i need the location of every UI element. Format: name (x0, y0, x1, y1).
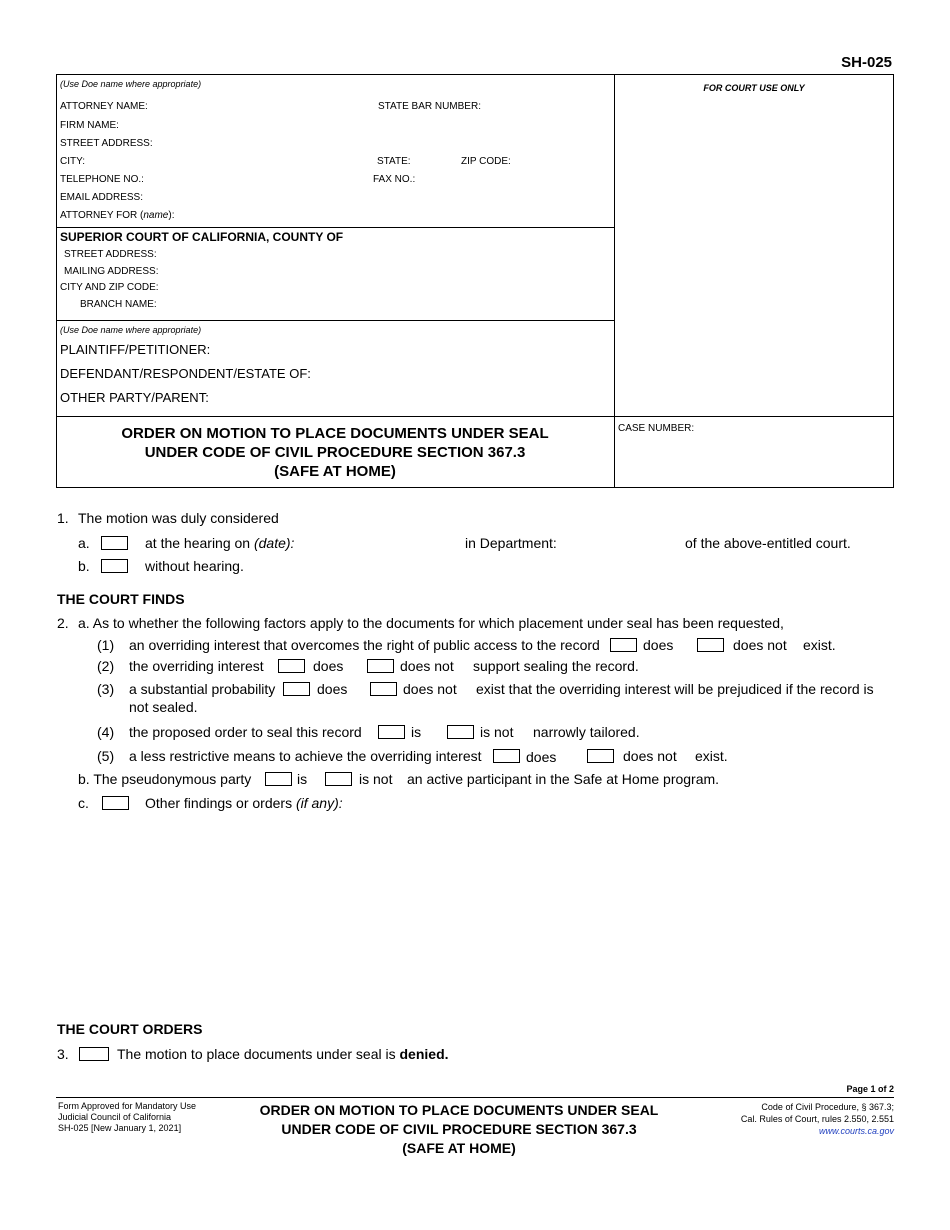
form-id: SH-025 (841, 54, 892, 71)
court-use-only: FOR COURT USE ONLY (703, 83, 805, 93)
court-mailing-label: MAILING ADDRESS: (64, 266, 159, 277)
fax-label: FAX NO.: (373, 174, 416, 185)
court-orders-heading: THE COURT ORDERS (57, 1021, 203, 1037)
attorney-for-label: ATTORNEY FOR (name): (60, 210, 175, 221)
doe-note-parties: (Use Doe name where appropriate) (60, 325, 202, 335)
factor1-end: exist. (803, 637, 836, 653)
factor5-does-checkbox[interactable] (493, 749, 520, 763)
state-bar-label: STATE BAR NUMBER: (378, 101, 481, 112)
factor2-end: support sealing the record. (473, 658, 639, 674)
email-label: EMAIL ADDRESS: (60, 192, 143, 203)
court-city-zip-label: CITY AND ZIP CODE: (60, 282, 159, 293)
factor4-is-not-checkbox[interactable] (447, 725, 474, 739)
item2b-is-not-checkbox[interactable] (325, 772, 352, 786)
court-street-label: STREET ADDRESS: (64, 249, 157, 260)
factor1-does-not-checkbox[interactable] (697, 638, 724, 652)
factor1-does-not-label: does not (733, 637, 787, 653)
item1-number: 1. (57, 510, 69, 526)
attorney-name-label: ATTORNEY NAME: (60, 101, 148, 112)
court-finds-heading: THE COURT FINDS (57, 591, 185, 607)
factor1-text: an overriding interest that overcomes the right of public access to the record (129, 637, 600, 653)
plaintiff-label: PLAINTIFF/PETITIONER: (60, 342, 211, 357)
item2b-text: b. The pseudonymous party (78, 771, 252, 787)
item2b-is-checkbox[interactable] (265, 772, 292, 786)
factor2-does-not-label: does not (400, 658, 454, 674)
firm-name-label: FIRM NAME: (60, 120, 119, 131)
case-number-label: CASE NUMBER: (618, 423, 695, 434)
item2b-is-not-label: is not (359, 771, 393, 787)
doe-note: (Use Doe name where appropriate) (60, 79, 202, 89)
factor2-does-label: does (313, 658, 344, 674)
footer-citations: Code of Civil Procedure, § 367.3; Cal. Rules of Court, rules 2.550, 2.551 www.courts.ca.gov (740, 1102, 894, 1136)
factor4-end: narrowly tailored. (533, 724, 640, 740)
item1-text: The motion was duly considered (78, 510, 279, 526)
form-title: ORDER ON MOTION TO PLACE DOCUMENTS UNDER SEAL UNDER CODE OF CIVIL PROCEDURE SECTION 367.3 (SAFE AT HOME) (121, 425, 549, 480)
footer-approval: Form Approved for Mandatory Use Judicial Council of California SH-025 [New January 1, 2021] (58, 1101, 197, 1133)
item2a-text: a. As to whether the following factors apply to the documents for which placement under seal has been requested, (78, 615, 784, 631)
state-label: STATE: (377, 156, 411, 167)
telephone-label: TELEPHONE NO.: (60, 174, 144, 185)
department-label: in Department: (465, 535, 557, 551)
item1b-text: without hearing. (145, 558, 244, 574)
other-party-label: OTHER PARTY/PARENT: (60, 390, 209, 405)
item2-number: 2. (57, 615, 69, 631)
factor1-does-label: does (643, 637, 674, 653)
factor5-number: (5) (97, 748, 115, 764)
footer-title: ORDER ON MOTION TO PLACE DOCUMENTS UNDER SEAL UNDER CODE OF CIVIL PROCEDURE SECTION 367.3 (SAFE AT HOME) (259, 1102, 659, 1156)
denied-checkbox[interactable] (79, 1047, 109, 1061)
factor5-text: a less restrictive means to achieve the overriding interest (129, 748, 482, 764)
hearing-checkbox[interactable] (101, 536, 128, 550)
factor2-number: (2) (97, 658, 115, 674)
item1a-text: at the hearing on (date): (145, 535, 295, 551)
street-address-label: STREET ADDRESS: (60, 138, 153, 149)
factor5-does-not-label: does not (623, 748, 677, 764)
factor4-is-not-label: is not (480, 724, 514, 740)
item2c-text: Other findings or orders (if any): (145, 795, 343, 811)
factor5-does-not-checkbox[interactable] (587, 749, 614, 763)
factor2-does-not-checkbox[interactable] (367, 659, 394, 673)
court-branch-label: BRANCH NAME: (80, 299, 157, 310)
page-number: Page 1 of 2 (846, 1084, 894, 1094)
above-entitled-court: of the above-entitled court. (685, 535, 851, 551)
factor3-number: (3) (97, 681, 115, 697)
factor5-end: exist. (695, 748, 728, 764)
without-hearing-checkbox[interactable] (101, 559, 128, 573)
factor1-number: (1) (97, 637, 115, 653)
factor2-does-checkbox[interactable] (278, 659, 305, 673)
item2b-end: an active participant in the Safe at Home program. (407, 771, 720, 787)
defendant-label: DEFENDANT/RESPONDENT/ESTATE OF: (60, 366, 311, 381)
factor3-does-label: does (317, 681, 348, 697)
factor4-text: the proposed order to seal this record (129, 724, 362, 740)
item1b-label: b. (78, 558, 90, 574)
zip-code-label: ZIP CODE: (461, 156, 511, 167)
factor3-does-checkbox[interactable] (283, 682, 310, 696)
item2c-label: c. (78, 795, 89, 811)
item1a-label: a. (78, 535, 90, 551)
factor3-does-not-label: does not (403, 681, 457, 697)
factor4-is-label: is (411, 724, 422, 740)
court-heading: SUPERIOR COURT OF CALIFORNIA, COUNTY OF (60, 230, 344, 244)
other-findings-checkbox[interactable] (102, 796, 129, 810)
factor3-end-line2: not sealed. (129, 699, 198, 715)
courts-website-link[interactable]: www.courts.ca.gov (818, 1126, 894, 1136)
factor4-number: (4) (97, 724, 115, 740)
item3-number: 3. (57, 1046, 69, 1062)
factor3-does-not-checkbox[interactable] (370, 682, 397, 696)
item2b-is-label: is (297, 771, 308, 787)
city-label: CITY: (60, 156, 86, 167)
factor2-text: the overriding interest (129, 658, 264, 674)
factor5-does-label: does (526, 749, 557, 765)
factor3-text: a substantial probability (129, 681, 276, 697)
item3-text: The motion to place documents under seal is denied. (117, 1046, 449, 1062)
factor3-end: exist that the overriding interest will be prejudiced if the record is (476, 681, 874, 697)
factor1-does-checkbox[interactable] (610, 638, 637, 652)
factor4-is-checkbox[interactable] (378, 725, 405, 739)
